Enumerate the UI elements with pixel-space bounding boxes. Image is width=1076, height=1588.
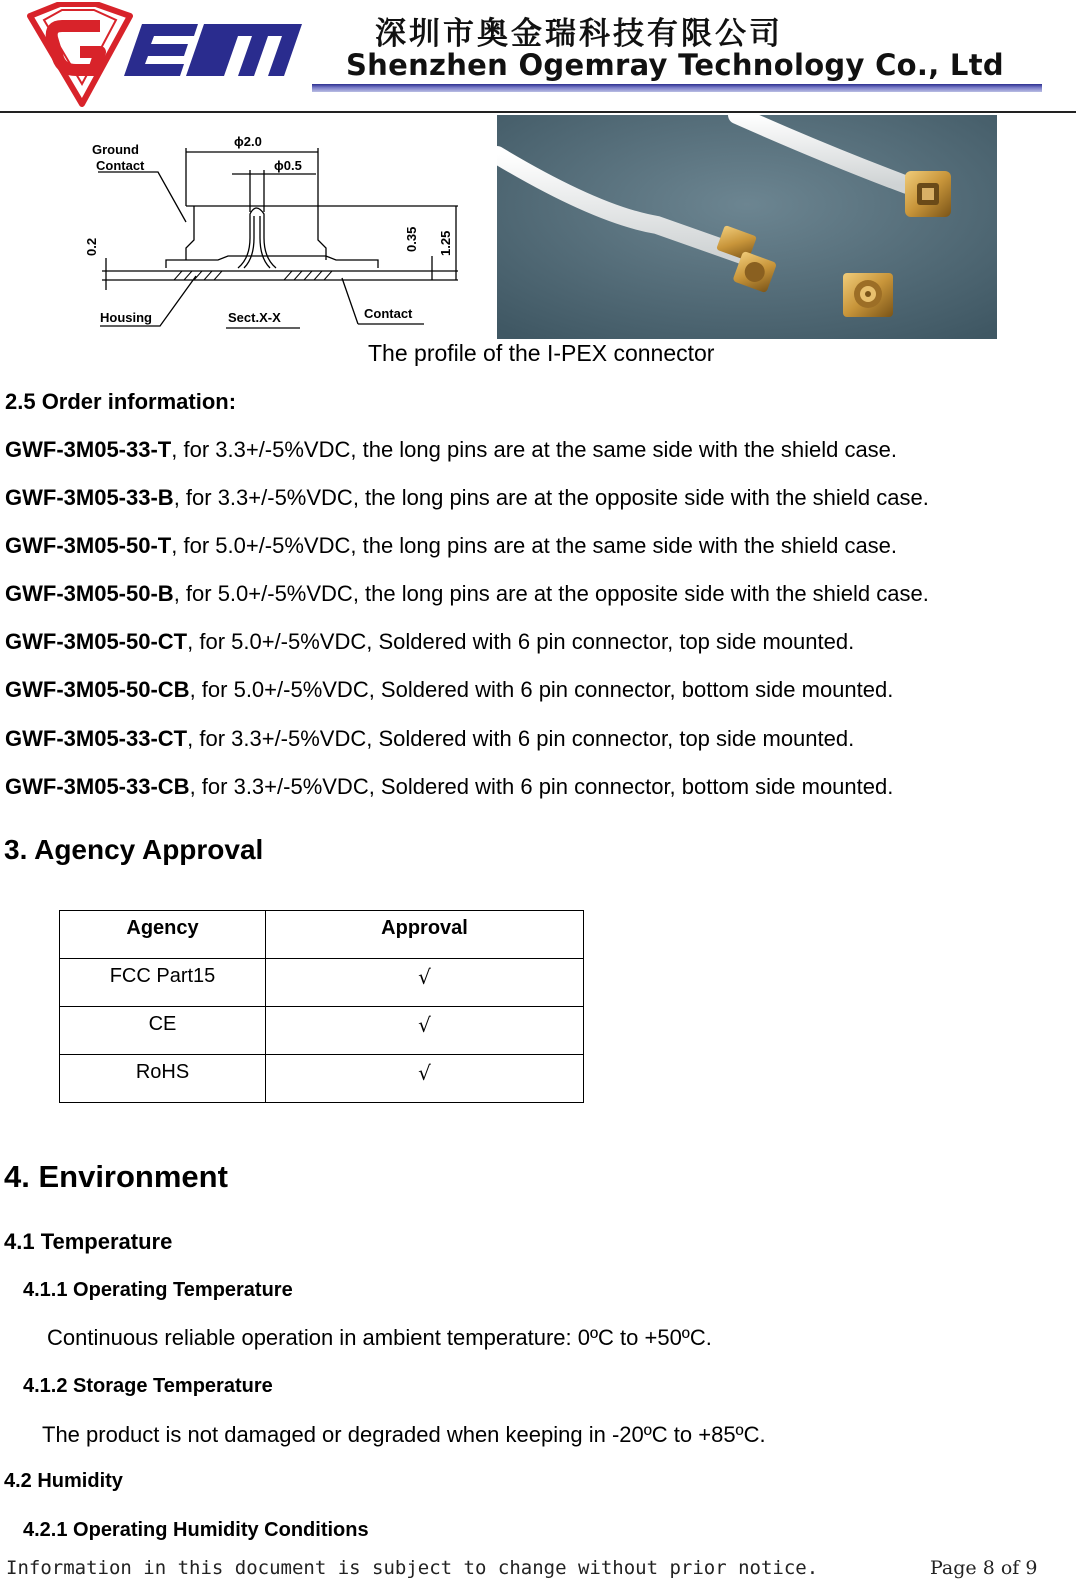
order-desc: , for 3.3+/-5%VDC, Soldered with 6 pin connector, top side mounted. bbox=[187, 726, 855, 751]
order-code: GWF-3M05-33-T bbox=[5, 437, 172, 462]
footer-notice: Information in this document is subject to change without prior notice. bbox=[6, 1557, 819, 1579]
check-icon: √ bbox=[266, 1007, 584, 1055]
label-housing: Housing bbox=[100, 310, 152, 325]
order-code: GWF-3M05-50-CB bbox=[5, 677, 190, 702]
order-desc: , for 3.3+/-5%VDC, Soldered with 6 pin connector, bottom side mounted. bbox=[189, 774, 894, 799]
order-code: GWF-3M05-50-T bbox=[5, 533, 172, 558]
company-name-chinese: 深圳市奥金瑞科技有限公司 bbox=[375, 16, 783, 52]
order-desc: , for 3.3+/-5%VDC, the long pins are at the same side with the shield case. bbox=[171, 437, 898, 462]
order-desc: , for 5.0+/-5%VDC, the long pins are at the opposite side with the shield case. bbox=[173, 581, 929, 606]
label-section: Sect.X-X bbox=[228, 310, 281, 325]
order-code: GWF-3M05-33-B bbox=[5, 485, 174, 510]
table-row bbox=[60, 1007, 584, 1055]
agency-cell: CE bbox=[60, 1007, 266, 1055]
environment-heading: 4. Environment bbox=[4, 1159, 228, 1194]
operating-temperature-text: Continuous reliable operation in ambient temperature: 0ºC to +50ºC. bbox=[47, 1325, 712, 1350]
order-desc: , for 5.0+/-5%VDC, Soldered with 6 pin connector, top side mounted. bbox=[187, 629, 855, 654]
order-item bbox=[5, 485, 929, 511]
order-item bbox=[5, 774, 893, 800]
operating-temperature-heading: 4.1.1 Operating Temperature bbox=[23, 1279, 293, 1301]
connector-photo bbox=[497, 115, 997, 339]
order-code: GWF-3M05-33-CB bbox=[5, 774, 190, 799]
humidity-heading: 4.2 Humidity bbox=[4, 1470, 123, 1492]
figure-caption: The profile of the I-PEX connector bbox=[368, 340, 715, 366]
label-dia-outer: ϕ2.0 bbox=[234, 134, 262, 149]
label-ground: Ground bbox=[92, 142, 139, 157]
order-code: GWF-3M05-50-B bbox=[5, 581, 174, 606]
column-header-agency: Agency bbox=[60, 911, 266, 959]
order-item bbox=[5, 533, 897, 559]
table-header-row bbox=[60, 911, 584, 959]
order-code: GWF-3M05-50-CT bbox=[5, 629, 188, 654]
column-header-approval: Approval bbox=[266, 911, 584, 959]
label-dim-left: 0.2 bbox=[84, 237, 99, 256]
agency-cell: RoHS bbox=[60, 1055, 266, 1103]
header-gradient-bar bbox=[312, 84, 1042, 92]
order-desc: , for 3.3+/-5%VDC, the long pins are at the opposite side with the shield case. bbox=[173, 485, 929, 510]
table-row bbox=[60, 959, 584, 1007]
agency-table bbox=[59, 910, 584, 1103]
agency-cell: FCC Part15 bbox=[60, 959, 266, 1007]
connector-section-drawing bbox=[78, 128, 476, 340]
storage-temperature-text: The product is not damaged or degraded when keeping in -20ºC to +85ºC. bbox=[42, 1422, 766, 1447]
order-item bbox=[5, 437, 897, 463]
order-item bbox=[5, 629, 854, 655]
table-row bbox=[60, 1055, 584, 1103]
header-rule bbox=[0, 111, 1076, 113]
order-item bbox=[5, 677, 893, 703]
check-icon: √ bbox=[266, 959, 584, 1007]
label-dim-right: 1.25 bbox=[438, 230, 453, 256]
order-desc: , for 5.0+/-5%VDC, Soldered with 6 pin connector, bottom side mounted. bbox=[189, 677, 894, 702]
label-dia-inner: ϕ0.5 bbox=[274, 158, 302, 173]
agency-heading: 3. Agency Approval bbox=[4, 834, 264, 865]
order-code: GWF-3M05-33-CT bbox=[5, 726, 188, 751]
storage-temperature-heading: 4.1.2 Storage Temperature bbox=[23, 1375, 273, 1397]
label-contact-top: Contact bbox=[96, 158, 145, 173]
order-item bbox=[5, 726, 854, 752]
label-dim-mid: 0.35 bbox=[404, 226, 419, 252]
order-desc: , for 5.0+/-5%VDC, the long pins are at the same side with the shield case. bbox=[171, 533, 898, 558]
order-heading: 2.5 Order information: bbox=[5, 389, 237, 414]
company-name-english: Shenzhen Ogemray Technology Co., Ltd bbox=[346, 48, 1004, 82]
operating-humidity-heading: 4.2.1 Operating Humidity Conditions bbox=[23, 1519, 369, 1541]
order-item bbox=[5, 581, 929, 607]
check-icon: √ bbox=[266, 1055, 584, 1103]
page-number: Page 8 of 9 bbox=[930, 1557, 1038, 1579]
company-logo bbox=[22, 2, 312, 108]
label-contact-bottom: Contact bbox=[364, 306, 413, 321]
temperature-heading: 4.1 Temperature bbox=[4, 1229, 173, 1254]
